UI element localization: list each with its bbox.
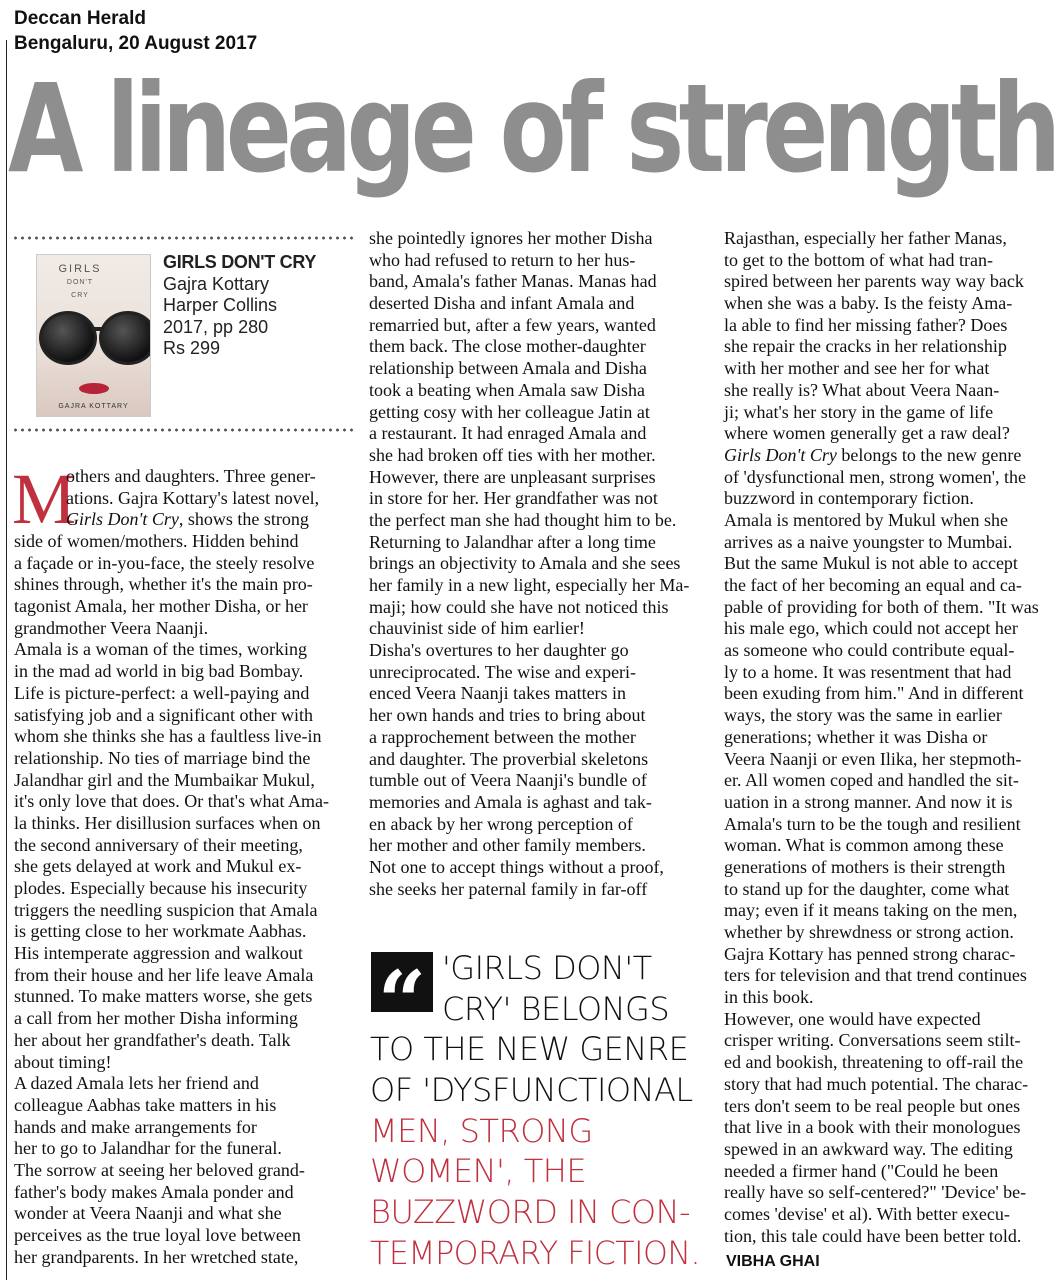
text-line: Returning to Jalandhar after a long time xyxy=(369,531,656,552)
text-line: generations of mothers is their strength xyxy=(724,856,1006,877)
text-line: The sorrow at seeing her beloved grand- xyxy=(14,1159,305,1180)
text-line: as someone who could contribute equal- xyxy=(724,640,1015,661)
text-line: memories and Amala is aghast and tak- xyxy=(369,791,652,812)
text-line: in the mad ad world in big bad Bombay. xyxy=(14,661,304,682)
text-line: tagonist Amala, her mother Disha, or her xyxy=(14,596,308,617)
text-line: ways, the story was the same in earlier xyxy=(724,705,1002,726)
cover-author: GAJRA KOTTARY xyxy=(58,403,129,410)
text-line: However, one would have expected xyxy=(724,1008,981,1029)
text-line: band, Amala's father Manas. Manas had xyxy=(369,271,657,292)
book-title: GIRLS DON'T CRY xyxy=(163,252,317,272)
text-line: Veera Naanji or even Ilika, her stepmoth- xyxy=(724,748,1022,769)
text-line: in store for her. Her grandfather was not xyxy=(369,488,658,509)
text-line: hands and make arrangements for xyxy=(14,1116,257,1137)
text-line: ji; what's her story in the game of life xyxy=(724,401,994,422)
text-line: la thinks. Her disillusion surfaces when on xyxy=(14,812,321,833)
column-3 xyxy=(724,228,1058,1247)
text-line: side of women/mothers. Hidden behind xyxy=(14,531,299,551)
quote-mark-icon: “ xyxy=(371,952,433,1012)
text-line: pable of providing for both of them. "It was xyxy=(724,596,1039,617)
text-line: a restaurant. It had enraged Amala and xyxy=(369,423,647,444)
text-line: tumble out of Veera Naanji's bundle of xyxy=(369,770,647,791)
text-line: she had broken off ties with her mother. xyxy=(369,444,656,465)
text-line: uation in a strong manner. And now it is xyxy=(724,791,1013,812)
text-line: she really is? What about Veera Naan- xyxy=(724,379,1000,400)
text-line: en aback by her wrong perception of xyxy=(369,813,633,834)
text-line: woman. What is common among these xyxy=(724,835,1004,856)
text-line: TO THE NEW GENRE xyxy=(370,1030,689,1069)
column-1-intro xyxy=(66,466,350,531)
dotted-divider-top xyxy=(12,236,354,240)
text-line: generations; whether it was Disha or xyxy=(724,726,988,747)
text-line: her family in a new light, especially her Ma- xyxy=(369,575,690,595)
text-line: her grandparents. In her wretched state, xyxy=(14,1246,299,1267)
text-line: stunned. To make matters worse, she gets xyxy=(14,986,313,1007)
cover-title xyxy=(45,263,115,302)
text-line: comes 'devise' et al). With better execu- xyxy=(724,1203,1010,1224)
text-line: Amala is a woman of the times, working xyxy=(14,639,307,660)
text-line: Girls Don't Cry belongs to the new genre xyxy=(724,444,1022,465)
text-line: the fact of her becoming an equal and ca- xyxy=(724,575,1022,595)
text-line: story that had much potential. The charac- xyxy=(724,1073,1029,1094)
text-line: whether by shrewdness or strong action. xyxy=(724,922,1014,942)
text-line: chauvinist side of him earlier! xyxy=(369,618,585,639)
text-line: who had refused to return to her hus- xyxy=(369,249,636,270)
text-line: to stand up for the daughter, come what xyxy=(724,878,1010,899)
publication-name: Deccan Herald xyxy=(14,8,147,29)
headline: A lineage of strength xyxy=(8,58,1056,200)
text-line: in this book. xyxy=(724,987,814,1008)
text-line: to get to the bottom of what had tran- xyxy=(724,249,993,270)
book-title-inline: Girls Don't Cry xyxy=(66,509,179,530)
book-year-pages: 2017, pp 280 xyxy=(163,316,269,337)
text-line: triggers the needling suspicion that Amala xyxy=(14,899,318,920)
left-rule xyxy=(6,40,7,1280)
text-line: it's only love that does. Or that's what Ama- xyxy=(14,791,329,812)
text-line: shines through, whether it's the main pro- xyxy=(14,574,313,595)
text-line: TEMPORARY FICTION. xyxy=(370,1233,701,1272)
cover-title-line: DON'T xyxy=(66,279,94,286)
text-line: spewed in an awkward way. The editing xyxy=(724,1138,1013,1159)
text-line: unreciprocated. The wise and experi- xyxy=(369,661,637,682)
text-line: her own hands and tries to bring about xyxy=(369,705,646,726)
text-line: remarried but, after a few years, wanted xyxy=(369,314,656,335)
text-line: MEN, STRONG xyxy=(370,1111,593,1150)
text-line: satisfying job and a significant other with xyxy=(14,704,313,725)
book-title-inline: Girls Don't Cry xyxy=(724,444,837,465)
text-line: wonder at Veera Naanji and what she xyxy=(14,1203,282,1224)
text-line: them back. The close mother-daughter xyxy=(369,336,646,357)
byline: VIBHA GHAI xyxy=(726,1253,820,1270)
text-line: getting cosy with her colleague Jatin at xyxy=(369,401,650,422)
text-line: Life is picture-perfect: a well-paying and xyxy=(14,682,310,703)
text-line: she repair the cracks in her relationship xyxy=(724,336,1007,357)
book-cover-image xyxy=(36,254,151,417)
sunglasses-left-lens xyxy=(39,311,97,365)
book-author: Gajra Kottary xyxy=(163,273,270,294)
pull-quote xyxy=(370,948,700,1274)
text-line: Girls Don't Cry, shows the strong xyxy=(66,509,309,530)
text-line: A dazed Amala lets her friend and xyxy=(14,1073,259,1094)
text-line: the perfect man she had thought him to be. xyxy=(369,509,677,530)
text-line: may; even if it means taking on the men, xyxy=(724,900,1018,921)
text-line: the second anniversary of their meeting, xyxy=(14,834,303,855)
text-line: maji; how could she have not noticed this xyxy=(369,596,669,617)
sunglasses-right-lens xyxy=(99,311,151,365)
text-line: ly to a home. It was resentment that had xyxy=(724,661,1012,682)
text-line: relationship between Amala and Disha xyxy=(369,358,647,379)
text-line: buzzword in contemporary fiction. xyxy=(724,488,974,509)
text-line: spired between her parents way way back xyxy=(724,271,1024,292)
text-line: ters don't seem to be real people but ones xyxy=(724,1095,1021,1116)
text-line: WOMEN', THE xyxy=(370,1152,587,1191)
text-line: perceives as the true loyal love between xyxy=(14,1225,301,1245)
text-line: brings an objectivity to Amala and she sees xyxy=(369,553,681,574)
text-line: tion, this tale could have been better told. xyxy=(724,1225,1022,1246)
text-line: However, there are unpleasant surprises xyxy=(369,466,656,487)
book-info xyxy=(163,252,316,360)
text-line: arrives as a naive youngster to Mumbai. xyxy=(724,531,1013,552)
text-line: father's body makes Amala ponder and xyxy=(14,1181,294,1202)
text-line: is getting close to her workmate Aabhas. xyxy=(14,921,307,942)
text-line: deserted Disha and infant Amala and xyxy=(369,293,635,314)
text-line: his male ego, which could not accept her xyxy=(724,618,1018,639)
text-line: others and daughters. Three gener- xyxy=(66,466,316,486)
text-line: whom she thinks she has a faultless live-in xyxy=(14,726,322,747)
text-line: really have so self-centered?" 'Device' be- xyxy=(724,1182,1027,1203)
text-line: plodes. Especially because his insecurity xyxy=(14,878,308,898)
text-line: Gajra Kottary has penned strong charac- xyxy=(724,943,1016,964)
text-line: with her mother and see her for what xyxy=(724,358,990,379)
text-line: where women generally get a raw deal? xyxy=(724,423,1010,444)
book-price: Rs 299 xyxy=(163,338,221,358)
text-line: been exuding from him." And in different xyxy=(724,683,1024,704)
text-line: a call from her mother Disha informing xyxy=(14,1008,298,1029)
text-line: her mother and other family members. xyxy=(369,835,646,856)
text-line: ed and bookish, threatening to off-rail the xyxy=(724,1052,1024,1073)
text-line: Amala's turn to be the tough and resilient xyxy=(724,813,1021,834)
text-line: from their house and her life leave Amala xyxy=(14,964,314,985)
text-line: OF 'DYSFUNCTIONAL xyxy=(370,1071,693,1110)
text-line: crisper writing. Conversations seem stilt- xyxy=(724,1030,1021,1051)
dateline: Bengaluru, 20 August 2017 xyxy=(14,33,258,54)
cover-title-line: GIRLS xyxy=(58,263,102,275)
text-line: ters for television and that trend continues xyxy=(724,965,1027,986)
column-1 xyxy=(14,531,350,1268)
text-line: and daughter. The proverbial skeletons xyxy=(369,748,649,769)
book-publisher: Harper Collins xyxy=(163,295,278,315)
text-line: she seeks her paternal family in far-off xyxy=(369,878,648,899)
text-line: a rapprochement between the mother xyxy=(369,726,636,747)
text-line: ations. Gajra Kottary's latest novel, xyxy=(66,487,320,508)
text-line: a façade or in-you-face, the steely resolve xyxy=(14,552,315,573)
text-line: Jalandhar girl and the Mumbaikar Mukul, xyxy=(14,769,315,790)
text-line: she pointedly ignores her mother Disha xyxy=(369,228,653,248)
column-2 xyxy=(369,228,703,900)
text-line: BUZZWORD IN CON- xyxy=(370,1193,691,1232)
text-line: Amala is mentored by Mukul when she xyxy=(724,509,1008,530)
text-line: la able to find her missing father? Does xyxy=(724,314,1008,335)
red-lips xyxy=(79,383,109,394)
text-line: er. All women coped and handled the sit- xyxy=(724,770,1019,791)
text-line: took a beating when Amala saw Disha xyxy=(369,379,645,400)
text-line: 'GIRLS DON'T xyxy=(442,949,652,987)
text-line: colleague Aabhas take matters in his xyxy=(14,1094,277,1115)
text-line: needed a firmer hand ("Could he been xyxy=(724,1160,999,1181)
dotted-divider-bottom xyxy=(12,428,354,432)
cover-title-line: CRY xyxy=(71,292,89,299)
text-line: relationship. No ties of marriage bind the xyxy=(14,747,311,768)
text-line: enced Veera Naanji takes matters in xyxy=(369,683,627,704)
text-line: CRY' BELONGS xyxy=(442,989,670,1028)
text-line: her about her grandfather's death. Talk xyxy=(14,1029,291,1050)
text-line: she gets delayed at work and Mukul ex- xyxy=(14,856,302,877)
text-line: of 'dysfunctional men, strong women', the xyxy=(724,466,1026,487)
drop-cap: M xyxy=(12,459,77,539)
text-line: Disha's overtures to her daughter go xyxy=(369,640,629,661)
text-line: His intemperate aggression and walkout xyxy=(14,943,303,964)
text-line: Rajasthan, especially her father Manas, xyxy=(724,228,1007,248)
text-line: grandmother Veera Naanji. xyxy=(14,617,209,638)
text-line: that live in a book with their monologues xyxy=(724,1117,1021,1138)
text-line: But the same Mukul is not able to accept xyxy=(724,553,1018,574)
text-line: about timing! xyxy=(14,1051,112,1072)
text-line: when she was a baby. Is the feisty Ama- xyxy=(724,293,1013,314)
text-line: her to go to Jalandhar for the funeral. xyxy=(14,1138,282,1159)
masthead xyxy=(14,6,257,56)
text-line: Not one to accept things without a proof, xyxy=(369,856,664,877)
